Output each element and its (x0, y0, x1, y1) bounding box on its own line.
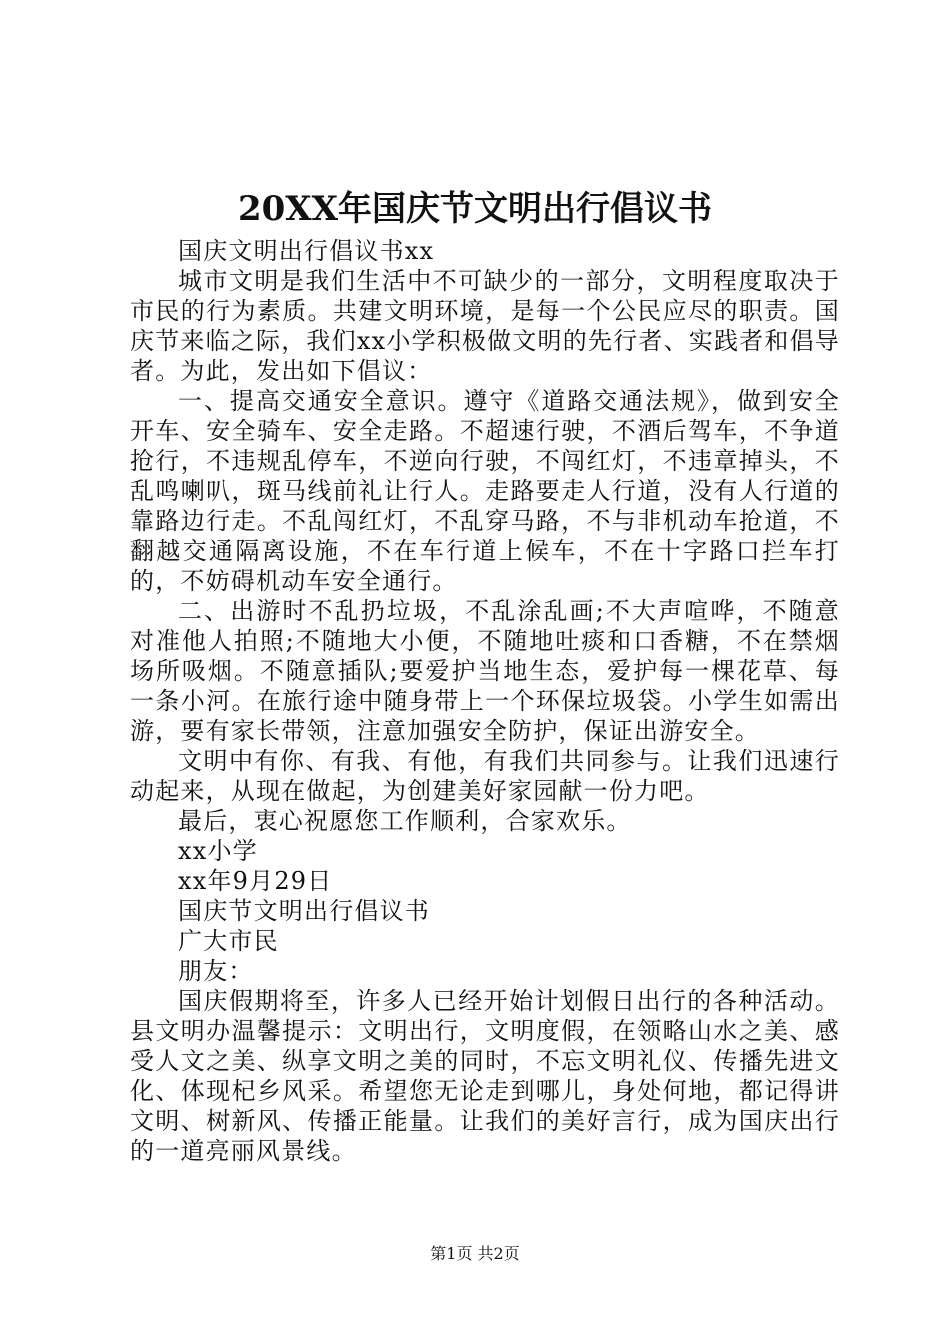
document-body (130, 236, 840, 1166)
salutation-line-2: 朋友： (178, 957, 254, 985)
document-title: 20XX年国庆节文明出行倡议书 (237, 189, 713, 229)
signature-school: xx小学 (178, 837, 258, 865)
paragraph-intro: 城市文明是我们生活中不可缺少的一部分，文明程度取决于市民的行为素质。共建文明环境，是每一个公民应尽的职责。国庆节来临之际，我们xx小学积极做文明的先行者、实践者和倡导者。为此，发出如下倡议： (130, 267, 840, 385)
second-letter-title: 国庆节文明出行倡议书 (178, 897, 430, 925)
paragraph-holiday-reminder: 国庆假期将至，许多人已经开始计划假日出行的各种活动。县文明办温馨提示：文明出行，文明度假，在领略山水之美、感受人文之美、纵享文明之美的同时，不忘文明礼仪、传播先进文化、体现杞乡风采。希望您无论走到哪儿，身处何地，都记得讲文明、树新风、传播正能量。让我们的美好言行，成为国庆出行的一道亮丽风景线。 (130, 987, 840, 1165)
signature-date: xx年9月29日 (178, 867, 333, 895)
paragraph-heading-line: 国庆文明出行倡议书xx (178, 237, 435, 265)
paragraph-traffic: 一、提高交通安全意识。遵守《道路交通法规》，做到安全开车、安全骑车、安全走路。不超速行驶，不酒后驾车，不争道抢行，不违规乱停车，不逆向行驶，不闯红灯，不违章掉头，不乱鸣喇叭，斑马线前礼让行人。走路要走人行道，没有人行道的靠路边行走。不乱闯红灯，不乱穿马路，不与非机动车抢道，不翻越交通隔离设施，不在车行道上候车，不在十字路口拦车打的，不妨碍机动车安全通行。 (130, 387, 840, 595)
page-number: 第1页 共2页 (430, 1244, 520, 1263)
paragraph-call-to-action: 文明中有你、有我、有他，有我们共同参与。让我们迅速行动起来，从现在做起，为创建美好家园献一份力吧。 (130, 747, 840, 805)
salutation-line-1: 广大市民 (178, 927, 279, 955)
paragraph-closing: 最后，衷心祝愿您工作顺利，合家欢乐。 (178, 807, 632, 835)
paragraph-travel: 二、出游时不乱扔垃圾，不乱涂乱画;不大声喧哗，不随意对准他人拍照;不随地大小便，不随地吐痰和口香糖，不在禁烟场所吸烟。不随意插队;要爱护当地生态，爱护每一棵花草、每一条小河。在旅行途中随身带上一个环保垃圾袋。小学生如需出游，要有家长带领，注意加强安全防护，保证出游安全。 (130, 597, 840, 745)
